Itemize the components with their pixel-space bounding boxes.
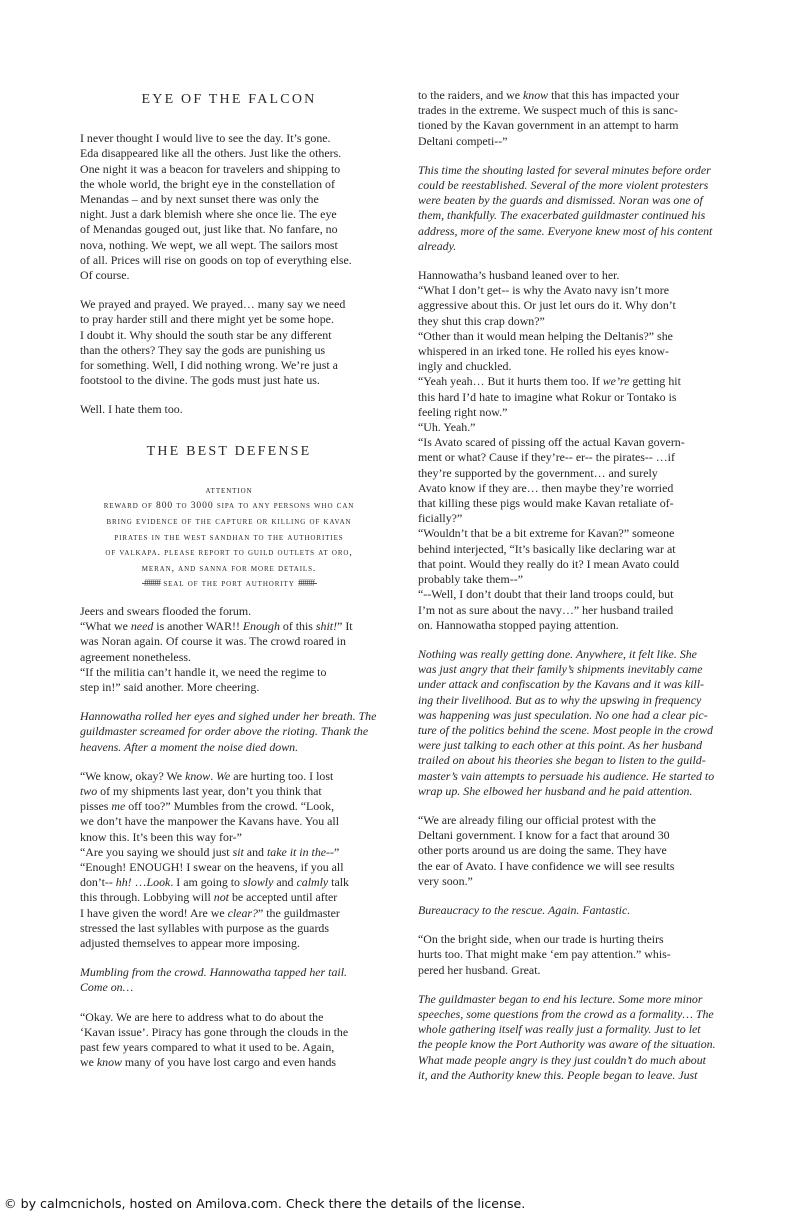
text-line: stressed the last syllables with purpose as the guards	[80, 920, 329, 935]
text-run: . I am going to	[170, 875, 243, 890]
text-run: .	[210, 768, 217, 783]
notice-line: bring evidence of the capture or killing of kavan	[106, 516, 352, 528]
text-run: need	[130, 619, 154, 634]
text-line: was just angry that their family’s shipments inevitably came	[418, 662, 703, 677]
text-line: “--Well, I don’t doubt that their land troops could, but	[418, 587, 674, 602]
notice-title: attention	[205, 484, 253, 496]
text-line: I never thought I would live to see the day. It’s gone.	[80, 131, 331, 146]
text-line: feeling right now.”	[418, 404, 508, 419]
text-line: agreement nonetheless.	[80, 649, 191, 664]
text-line: to pray harder still and there might yet be some hope.	[80, 312, 334, 327]
notice-line: reward of 800 to 3000 sipa to any persons who can	[103, 500, 355, 512]
text-run: calmly	[296, 875, 329, 890]
text-line: other ports around us are doing the same. They have	[418, 843, 667, 858]
text-run: sit	[232, 844, 244, 859]
text-line: adjusted themselves to appear more imposing.	[80, 936, 300, 951]
text-run: take it in the--	[266, 844, 334, 859]
text-run: hh!	[115, 875, 132, 890]
text-line: nova, nothing. We wept, we all wept. The sailors most	[80, 237, 338, 252]
text-line: guildmaster screamed for order above the rioting. Thank the	[80, 724, 369, 739]
text-run: of my shipments last year, don’t you think that	[97, 784, 322, 799]
text-line: very soon.”	[418, 873, 473, 888]
text-run: not	[213, 890, 229, 905]
text-line: the ear of Avato. I have confidence we will see results	[418, 858, 675, 873]
text-line: know this. It’s been this way for-”	[80, 829, 242, 844]
text-run: Look	[146, 875, 171, 890]
paragraph-right-5	[418, 813, 716, 889]
text-run: many of you have lost cargo and even hands	[121, 1055, 337, 1070]
right-column	[418, 88, 716, 1097]
text-line	[418, 88, 716, 103]
text-line: they shut this crap down?”	[418, 313, 545, 328]
text-run: getting hit	[629, 374, 681, 389]
text-run: don’t--	[80, 875, 116, 890]
paragraph-eye-3	[80, 402, 378, 417]
text-line: Hannowatha’s husband leaned over to her.	[418, 268, 620, 283]
text-line: pered her husband. Great.	[418, 962, 541, 977]
text-run: to the raiders, and we	[418, 88, 523, 102]
text-line	[80, 890, 378, 905]
text-run: be accepted until after	[228, 890, 338, 905]
text-run: “Yeah yeah… But it hurts them too. If	[418, 374, 603, 389]
text-line: This time the shouting lasted for several minutes before order	[418, 162, 711, 177]
text-run: pisses	[80, 799, 112, 814]
text-run: know	[185, 768, 211, 783]
text-line: ‘Kavan issue’. Piracy has gone through the clouds in the	[80, 1024, 349, 1039]
text-line: Menandas – and by next sunset there was only the	[80, 192, 319, 207]
text-run: ”	[333, 844, 340, 859]
text-line: Bureaucracy to the rescue. Again. Fantastic.	[418, 902, 631, 917]
text-line	[80, 784, 378, 799]
text-line: Nothing was really getting done. Anywhere, it felt like. She	[418, 646, 697, 661]
text-line: One night it was a beacon for travelers and shipping to	[80, 161, 341, 176]
text-run: two	[80, 784, 98, 799]
text-line: “On the bright side, when our trade is hurting theirs	[418, 932, 664, 947]
text-line: we don’t have the manpower the Kavans have. You all	[80, 814, 339, 829]
text-line	[80, 769, 378, 784]
paragraph-right-6	[418, 903, 716, 918]
notice-line: pirates in the west sandhan to the authorities	[114, 531, 344, 543]
text-line: of all. Prices will rise on goods on top of everything else.	[80, 252, 352, 267]
text-line: I’m not as sure about the navy…” her husband trailed	[418, 602, 674, 617]
text-line	[80, 619, 378, 634]
text-run: know	[523, 88, 549, 102]
text-run: off too?” Mumbles from the crowd. “Look,	[125, 799, 335, 814]
text-line: Deltani competi--”	[418, 133, 508, 148]
text-line: “What I don’t get-- is why the Avato navy isn’t more	[418, 283, 669, 298]
text-run: and	[243, 844, 267, 859]
text-line: behind interjected, “It’s basically like declaring war at	[418, 541, 676, 556]
text-line: tioned by the Kavan government in an attempt to harm	[418, 118, 679, 133]
text-line: Of course.	[80, 268, 130, 283]
text-run: “We know, okay? We	[80, 768, 186, 783]
text-line: was Noran again. Of course it was. The crowd roared in	[80, 634, 346, 649]
text-run: “Are you saying we should just	[80, 844, 233, 859]
text-line: ment or what? Cause if they’re-- er-- the pirates-- …if	[418, 450, 675, 465]
paragraph-forum-3	[80, 769, 378, 951]
text-line	[80, 906, 378, 921]
text-run: Enough	[242, 619, 280, 634]
text-run: shit!	[315, 619, 338, 634]
text-line: past few years compared to what it used to be. Again,	[80, 1040, 335, 1055]
text-line: Hannowatha rolled her eyes and sighed under her breath. The	[80, 709, 377, 724]
text-run: “What we	[80, 619, 131, 634]
text-line: that killing these pigs would make Kavan retaliate of-	[418, 496, 674, 511]
paragraph-right-4	[418, 647, 716, 799]
text-line: “We are already filing our official protest with the	[418, 812, 656, 827]
text-line: Well. I hate them too.	[80, 402, 183, 417]
text-line: already.	[418, 238, 457, 253]
text-run: that this has impacted your	[548, 88, 680, 102]
text-line: We prayed and prayed. We prayed… many say we need	[80, 297, 346, 312]
paragraph-eye-1	[80, 131, 378, 283]
text-run: is another WAR!!	[153, 619, 243, 634]
text-line: trades in the extreme. We suspect much of this is sanc-	[418, 103, 679, 118]
text-run: are hurting too. I lost	[230, 768, 334, 783]
text-line: Mumbling from the crowd. Hannowatha tapped her tail.	[80, 965, 347, 980]
text-run: ” It	[337, 619, 353, 634]
text-line: it, and the Authority knew this. People began to leave. Just	[418, 1067, 698, 1082]
text-line: Jeers and swears flooded the forum.	[80, 604, 252, 619]
text-line	[418, 374, 716, 389]
text-line: trailed on about his theories she began to listen to the guild-	[418, 753, 706, 768]
text-line: Eda disappeared like all the others. Just like the others.	[80, 146, 342, 161]
text-run: we’re	[602, 374, 630, 389]
text-run: of this	[279, 619, 316, 634]
text-line: could be reestablished. Several of the more violent protesters	[418, 178, 709, 193]
seal-mark-right: ####-	[297, 578, 317, 590]
text-line: on. Hannowatha stopped paying attention.	[418, 617, 619, 632]
text-line: What made people angry is they just couldn’t do much about	[418, 1052, 706, 1067]
text-line: was happening was just speculation. No one had a clear pic-	[418, 707, 708, 722]
text-line: hurts too. That might make ‘em pay attention.” whis-	[418, 947, 671, 962]
text-line: Come on…	[80, 980, 134, 995]
paragraph-forum-2	[80, 709, 378, 755]
text-line	[80, 799, 378, 814]
text-run: slowly	[242, 875, 274, 890]
text-line: master’s vain attempts to persuade his audience. He started to	[418, 768, 715, 783]
text-line: that point. Would they really do it? I mean Avato could	[418, 556, 680, 571]
text-line: whispered in an irked tone. He rolled his eyes know-	[418, 344, 669, 359]
text-run: know	[96, 1055, 122, 1070]
text-line	[80, 1055, 378, 1070]
left-column	[80, 92, 378, 1085]
notice-line: meran, and sanna for more details.	[141, 562, 317, 574]
paragraph-right-3	[418, 268, 716, 633]
heading-eye-of-the-falcon: EYE OF THE FALCON	[141, 92, 317, 107]
text-line: step in!” said another. More cheering.	[80, 680, 260, 695]
text-line: “Wouldn’t that be a bit extreme for Kavan?” someone	[418, 526, 675, 541]
text-line: under attack and confiscation by the Kavans and it was kill-	[418, 677, 704, 692]
text-line: of Menandas gouged out, just like that. No fanfare, no	[80, 222, 338, 237]
notice-seal	[80, 576, 378, 592]
text-line: “Is Avato scared of pissing off the actual Kavan govern-	[418, 435, 685, 450]
text-line: The guildmaster began to end his lecture. Some more minor	[418, 991, 703, 1006]
text-line: whole gathering itself was really just a formality. Just to let	[418, 1022, 701, 1037]
text-line: “If the militia can’t handle it, we need the regime to	[80, 664, 327, 679]
paragraph-right-8	[418, 992, 716, 1083]
text-line: Deltani government. I know for a fact that around 30	[418, 828, 670, 843]
text-line: for something. Well, I did nothing wrong. We’re just a	[80, 358, 338, 373]
text-line: ingly and chuckled.	[418, 359, 512, 374]
text-run: this through. Lobbying will	[80, 890, 214, 905]
reward-notice	[80, 483, 378, 592]
text-line: probably take them--”	[418, 572, 523, 587]
paragraph-eye-2	[80, 297, 378, 388]
text-run: clear?	[227, 905, 258, 920]
text-line: “Other than it would mean helping the Deltanis?” she	[418, 328, 673, 343]
seal-mark-left: -####	[141, 578, 160, 590]
text-line: were beaten by the guards and dismissed. Noran was one of	[418, 193, 703, 208]
text-run: ” the guildmaster	[257, 905, 340, 920]
text-run: I have given the word! Are we	[80, 905, 228, 920]
license-footer: © by calmcnichols, hosted on Amilova.com. Check there the details of the license.	[4, 1196, 526, 1211]
text-run: …	[131, 875, 147, 890]
text-line	[80, 875, 378, 890]
seal-text: seal of the port authority	[163, 578, 295, 590]
text-line: ture of the politics behind the scene. Most people in the crowd	[418, 722, 714, 737]
text-run: we	[80, 1055, 97, 1070]
paragraph-forum-4	[80, 965, 378, 995]
heading-the-best-defense: THE BEST DEFENSE	[146, 443, 312, 459]
text-line: they’re supported by the government… and surely	[418, 465, 658, 480]
paragraph-right-2	[418, 163, 716, 254]
text-line: the whole world, the bright eye in the constellation of	[80, 176, 335, 191]
text-run: We	[216, 768, 231, 783]
text-line: the people know the Port Authority was aware of the situation.	[418, 1037, 716, 1052]
notice-line: of valkapa. please report to guild outlets at oro,	[105, 547, 353, 559]
paragraph-forum-1	[80, 604, 378, 695]
text-run: talk	[328, 875, 349, 890]
text-line: ficially?”	[418, 511, 463, 526]
text-line: address, more of the same. Everyone knew most of his content	[418, 223, 713, 238]
text-line: “Uh. Yeah.”	[418, 420, 476, 435]
text-run: me	[111, 799, 126, 814]
text-line: ing their livelihood. But as to why the upswing in frequency	[418, 692, 702, 707]
text-line	[80, 845, 378, 860]
text-line: “Okay. We are here to address what to do about the	[80, 1009, 324, 1024]
paragraph-right-7	[418, 932, 716, 978]
text-line: this hard I’d hate to imagine what Rokur or Tontako is	[418, 389, 677, 404]
text-line: aggressive about this. Or just let ours do it. Why don’t	[418, 298, 676, 313]
paragraph-forum-5	[80, 1010, 378, 1071]
text-run: and	[273, 875, 297, 890]
text-line: than the others? They say the gods are punishing us	[80, 342, 326, 357]
text-line: speeches, some questions from the crowd as a formality… The	[418, 1006, 714, 1021]
text-line: night. Just a dark blemish where she once lie. The eye	[80, 207, 337, 222]
text-line: “Enough! ENOUGH! I swear on the heavens, if you all	[80, 860, 344, 875]
text-line: them, thankfully. The exacerbated guildmaster continued his	[418, 208, 706, 223]
paragraph-right-1	[418, 88, 716, 149]
text-line: I doubt it. Why should the south star be any different	[80, 327, 332, 342]
text-line: Avato know if they are… then maybe they’re worried	[418, 480, 674, 495]
text-line: were just talking to each other at this point. As her husband	[418, 738, 703, 753]
text-line: footstool to the divine. The gods must just hate us.	[80, 373, 320, 388]
text-line: wrap up. She elbowed her husband and he paid attention.	[418, 783, 693, 798]
text-line: heavens. After a moment the noise died down.	[80, 739, 299, 754]
